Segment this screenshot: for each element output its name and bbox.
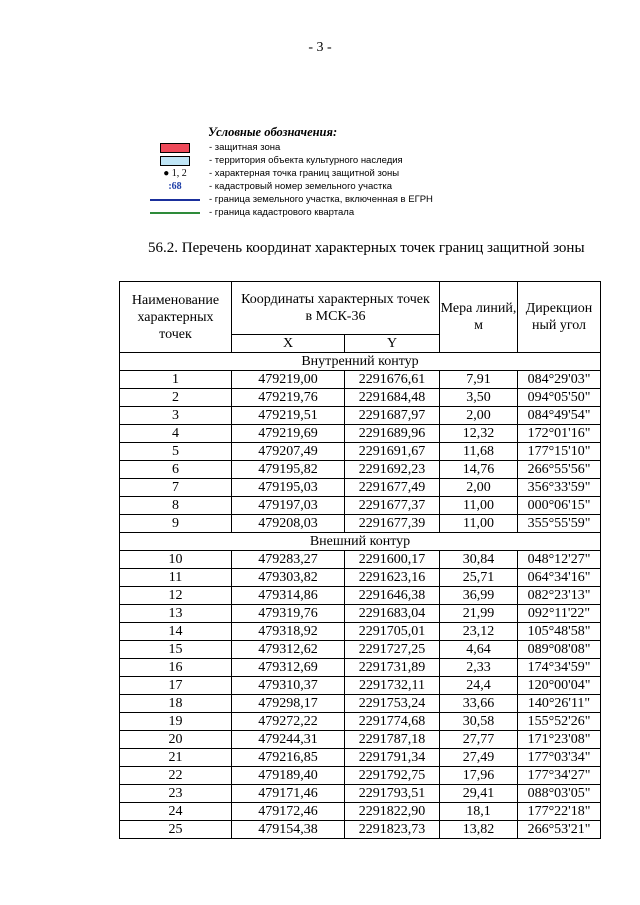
line-length: 18,1 <box>440 803 518 821</box>
coord-y: 2291787,18 <box>345 731 440 749</box>
coord-x: 479312,62 <box>232 641 345 659</box>
direction-angle: 171°23'08" <box>518 731 601 749</box>
table-row <box>120 731 601 749</box>
legend-text: - территория объекта культурного наследия <box>209 155 403 166</box>
coord-y: 2291731,89 <box>345 659 440 677</box>
coord-x: 479207,49 <box>232 443 345 461</box>
legend-item-land-boundary <box>150 194 470 206</box>
coord-x: 479195,03 <box>232 479 345 497</box>
direction-angle: 084°29'03" <box>518 371 601 389</box>
coord-y: 2291793,51 <box>345 785 440 803</box>
coord-x: 479195,82 <box>232 461 345 479</box>
line-length: 36,99 <box>440 587 518 605</box>
direction-angle: 064°34'16" <box>518 569 601 587</box>
direction-angle: 105°48'58" <box>518 623 601 641</box>
point-number: 12 <box>120 587 232 605</box>
coord-x: 479219,51 <box>232 407 345 425</box>
header-line-length: Мера линий, м <box>440 282 518 353</box>
table-row <box>120 803 601 821</box>
point-number: 1 <box>120 371 232 389</box>
coord-y: 2291823,73 <box>345 821 440 839</box>
coord-y: 2291646,38 <box>345 587 440 605</box>
point-number: 17 <box>120 677 232 695</box>
direction-angle: 092°11'22" <box>518 605 601 623</box>
coord-y: 2291683,04 <box>345 605 440 623</box>
point-number: 6 <box>120 461 232 479</box>
point-number: 4 <box>120 425 232 443</box>
coord-y: 2291689,96 <box>345 425 440 443</box>
line-length: 30,58 <box>440 713 518 731</box>
legend-title: Условные обозначения: <box>208 125 338 139</box>
coord-x: 479244,31 <box>232 731 345 749</box>
point-number: 7 <box>120 479 232 497</box>
table-row <box>120 389 601 407</box>
direction-angle: 082°23'13" <box>518 587 601 605</box>
point-number: 9 <box>120 515 232 533</box>
coord-y: 2291791,34 <box>345 749 440 767</box>
coord-y: 2291727,25 <box>345 641 440 659</box>
legend-item-cadastral-number <box>150 181 470 193</box>
coord-y: 2291753,24 <box>345 695 440 713</box>
legend-text: - граница земельного участка, включенная в ЕГРН <box>209 194 433 205</box>
point-number: 18 <box>120 695 232 713</box>
line-length: 3,50 <box>440 389 518 407</box>
section-row <box>120 533 601 551</box>
line-length: 27,77 <box>440 731 518 749</box>
coord-y: 2291691,67 <box>345 443 440 461</box>
coord-y: 2291687,97 <box>345 407 440 425</box>
coord-x: 479219,00 <box>232 371 345 389</box>
coord-x: 479219,69 <box>232 425 345 443</box>
legend-text: - кадастровый номер земельного участка <box>209 181 393 192</box>
direction-angle: 120°00'04" <box>518 677 601 695</box>
direction-angle: 000°06'15" <box>518 497 601 515</box>
direction-angle: 172°01'16" <box>518 425 601 443</box>
coord-x: 479310,37 <box>232 677 345 695</box>
table-row <box>120 695 601 713</box>
point-number: 21 <box>120 749 232 767</box>
legend-item-characteristic-point <box>150 168 470 180</box>
point-number: 8 <box>120 497 232 515</box>
table-row <box>120 425 601 443</box>
point-number: 19 <box>120 713 232 731</box>
coord-y: 2291792,75 <box>345 767 440 785</box>
direction-angle: 266°55'56" <box>518 461 601 479</box>
line-length: 11,00 <box>440 515 518 533</box>
table-row <box>120 569 601 587</box>
direction-angle: 355°55'59" <box>518 515 601 533</box>
point-number: 20 <box>120 731 232 749</box>
table-row <box>120 767 601 785</box>
legend-item-heritage-territory <box>150 155 470 167</box>
coord-y: 2291600,17 <box>345 551 440 569</box>
line-length: 12,32 <box>440 425 518 443</box>
line-length: 17,96 <box>440 767 518 785</box>
table-row <box>120 605 601 623</box>
legend-text: - защитная зона <box>209 142 281 153</box>
coord-x: 479283,27 <box>232 551 345 569</box>
point-number: 2 <box>120 389 232 407</box>
line-length: 24,4 <box>440 677 518 695</box>
direction-angle: 089°08'08" <box>518 641 601 659</box>
coord-y: 2291676,61 <box>345 371 440 389</box>
direction-angle: 356°33'59" <box>518 479 601 497</box>
quarter-boundary-line <box>150 212 200 214</box>
table-row <box>120 641 601 659</box>
legend-item-protective-zone <box>150 142 470 154</box>
coord-x: 479208,03 <box>232 515 345 533</box>
line-length: 14,76 <box>440 461 518 479</box>
table-row <box>120 407 601 425</box>
page-number: - 3 - <box>308 40 332 55</box>
direction-angle: 155°52'26" <box>518 713 601 731</box>
table-row <box>120 659 601 677</box>
line-length: 2,00 <box>440 479 518 497</box>
point-number: 13 <box>120 605 232 623</box>
coord-y: 2291677,37 <box>345 497 440 515</box>
coord-x: 479197,03 <box>232 497 345 515</box>
header-coordinates: Координаты характерных точек в МСК-36 <box>232 282 440 335</box>
table-row <box>120 515 601 533</box>
direction-angle: 094°05'50" <box>518 389 601 407</box>
coord-x: 479312,69 <box>232 659 345 677</box>
table-row <box>120 785 601 803</box>
line-length: 23,12 <box>440 623 518 641</box>
coord-x: 479303,82 <box>232 569 345 587</box>
line-length: 13,82 <box>440 821 518 839</box>
coord-x: 479171,46 <box>232 785 345 803</box>
line-length: 29,41 <box>440 785 518 803</box>
table-row <box>120 623 601 641</box>
coord-y: 2291684,48 <box>345 389 440 407</box>
point-number: 11 <box>120 569 232 587</box>
direction-angle: 177°15'10" <box>518 443 601 461</box>
point-number: 14 <box>120 623 232 641</box>
header-y: Y <box>345 335 440 353</box>
coord-x: 479154,38 <box>232 821 345 839</box>
header-point-name: Наименование характерных точек <box>120 282 232 353</box>
header-direction-angle: Дирекцион ный угол <box>518 282 601 353</box>
point-number: 5 <box>120 443 232 461</box>
point-marker-icon: ● 1, 2 <box>163 168 187 179</box>
table-row <box>120 587 601 605</box>
line-length: 30,84 <box>440 551 518 569</box>
point-number: 16 <box>120 659 232 677</box>
coord-y: 2291623,16 <box>345 569 440 587</box>
coord-y: 2291677,39 <box>345 515 440 533</box>
coord-x: 479298,17 <box>232 695 345 713</box>
coord-x: 479172,46 <box>232 803 345 821</box>
table-row <box>120 479 601 497</box>
line-length: 4,64 <box>440 641 518 659</box>
table-row <box>120 749 601 767</box>
point-number: 23 <box>120 785 232 803</box>
point-number: 24 <box>120 803 232 821</box>
header-x: X <box>232 335 345 353</box>
cadastral-number-sample: :68 <box>168 181 182 192</box>
line-length: 25,71 <box>440 569 518 587</box>
section-title: Внешний контур <box>120 533 601 551</box>
section-heading: 56.2. Перечень координат характерных точек границ защитной зоны <box>148 240 585 256</box>
point-number: 22 <box>120 767 232 785</box>
coord-x: 479216,85 <box>232 749 345 767</box>
coord-x: 479189,40 <box>232 767 345 785</box>
heritage-territory-swatch <box>160 156 190 166</box>
coord-y: 2291705,01 <box>345 623 440 641</box>
point-number: 15 <box>120 641 232 659</box>
table-row <box>120 443 601 461</box>
direction-angle: 177°03'34" <box>518 749 601 767</box>
point-number: 25 <box>120 821 232 839</box>
coordinates-table <box>119 281 601 839</box>
protective-zone-swatch <box>160 143 190 153</box>
direction-angle: 177°22'18" <box>518 803 601 821</box>
coord-x: 479314,86 <box>232 587 345 605</box>
direction-angle: 088°03'05" <box>518 785 601 803</box>
section-title: Внутренний контур <box>120 353 601 371</box>
table-row <box>120 677 601 695</box>
direction-angle: 177°34'27" <box>518 767 601 785</box>
coord-y: 2291692,23 <box>345 461 440 479</box>
line-length: 2,00 <box>440 407 518 425</box>
point-number: 3 <box>120 407 232 425</box>
line-length: 11,68 <box>440 443 518 461</box>
line-length: 11,00 <box>440 497 518 515</box>
direction-angle: 266°53'21" <box>518 821 601 839</box>
direction-angle: 174°34'59" <box>518 659 601 677</box>
legend-text: - граница кадастрового квартала <box>209 207 355 218</box>
coord-y: 2291774,68 <box>345 713 440 731</box>
line-length: 21,99 <box>440 605 518 623</box>
coord-x: 479219,76 <box>232 389 345 407</box>
line-length: 27,49 <box>440 749 518 767</box>
coord-y: 2291732,11 <box>345 677 440 695</box>
table-row <box>120 713 601 731</box>
coord-x: 479319,76 <box>232 605 345 623</box>
legend-item-quarter-boundary <box>150 207 470 219</box>
legend-text: - характерная точка границ защитной зоны <box>209 168 400 179</box>
line-length: 2,33 <box>440 659 518 677</box>
coord-x: 479318,92 <box>232 623 345 641</box>
line-length: 33,66 <box>440 695 518 713</box>
coord-y: 2291677,49 <box>345 479 440 497</box>
coord-y: 2291822,90 <box>345 803 440 821</box>
direction-angle: 084°49'54" <box>518 407 601 425</box>
line-length: 7,91 <box>440 371 518 389</box>
direction-angle: 140°26'11" <box>518 695 601 713</box>
table-row <box>120 821 601 839</box>
point-number: 10 <box>120 551 232 569</box>
section-row <box>120 353 601 371</box>
coord-x: 479272,22 <box>232 713 345 731</box>
table-row <box>120 497 601 515</box>
table-body <box>120 353 601 839</box>
table-row <box>120 371 601 389</box>
direction-angle: 048°12'27" <box>518 551 601 569</box>
land-boundary-line <box>150 199 200 201</box>
table-row <box>120 551 601 569</box>
table-row <box>120 461 601 479</box>
